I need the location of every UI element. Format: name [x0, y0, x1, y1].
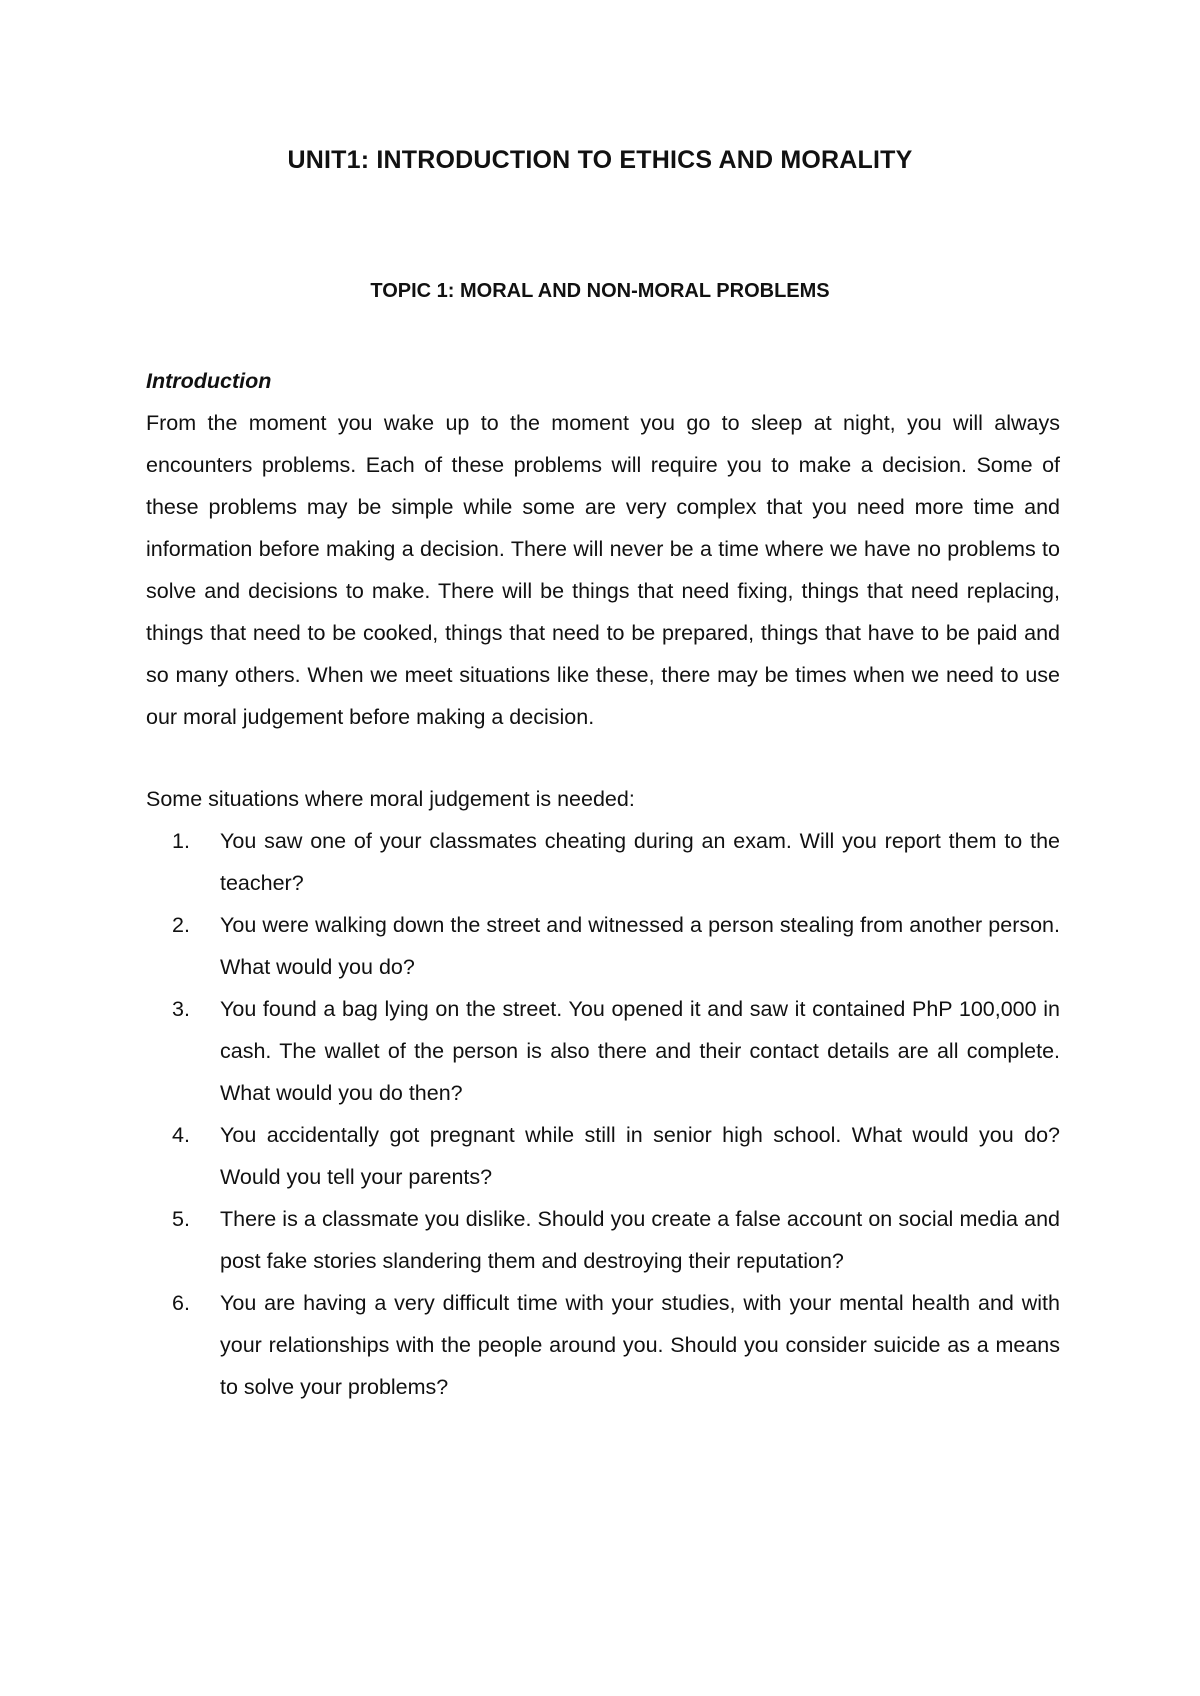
list-item-text: There is a classmate you dislike. Should you create a false account on social media and post fake stories slandering them and destroying their reputation? — [220, 1207, 1060, 1273]
introduction-paragraph: From the moment you wake up to the moment you go to sleep at night, you will always encounters problems. Each of these problems will require you to make a decision. Some of these problems may be simple while some are very complex that you need more time and information before making a decision. There will never be a time where we have no problems to solve and decisions to make. There will be things that need fixing, things that need replacing, things that need to be cooked, things that need to be prepared, things that have to be paid and so many others. When we meet situations like these, there may be times when we need to use our moral judgement before making a decision. — [146, 411, 1060, 729]
list-item — [146, 988, 1060, 1114]
document-body — [146, 360, 1060, 1408]
list-item-number: 2. — [172, 913, 190, 937]
list-item-number: 3. — [172, 997, 190, 1021]
list-item-text: You found a bag lying on the street. You opened it and saw it contained PhP 100,000 in cash. The wallet of the person is also there and their contact details are all complete. What would you do then? — [220, 997, 1060, 1105]
list-item-number: 6. — [172, 1291, 190, 1315]
list-item — [146, 820, 1060, 904]
list-item-text: You accidentally got pregnant while still in senior high school. What would you do? Would you tell your parents? — [220, 1123, 1060, 1189]
list-item — [146, 1114, 1060, 1198]
situations-lead: Some situations where moral judgement is needed: — [146, 787, 635, 811]
situations-list — [146, 820, 1060, 1408]
introduction-heading: Introduction — [146, 369, 272, 393]
list-item-text: You saw one of your classmates cheating during an exam. Will you report them to the teacher? — [220, 829, 1060, 895]
list-item — [146, 1198, 1060, 1282]
unit-title: UNIT1: INTRODUCTION TO ETHICS AND MORALITY — [287, 146, 913, 174]
list-item — [146, 1282, 1060, 1408]
list-item-number: 4. — [172, 1123, 190, 1147]
list-item-number: 1. — [172, 829, 190, 853]
list-item — [146, 904, 1060, 988]
list-item-text: You are having a very difficult time with your studies, with your mental health and with your relationships with the people around you. Should you consider suicide as a means to solve your problems? — [220, 1291, 1060, 1399]
list-item-number: 5. — [172, 1207, 190, 1231]
topic-title: TOPIC 1: MORAL AND NON-MORAL PROBLEMS — [370, 280, 830, 302]
list-item-text: You were walking down the street and witnessed a person stealing from another person. What would you do? — [220, 913, 1060, 979]
